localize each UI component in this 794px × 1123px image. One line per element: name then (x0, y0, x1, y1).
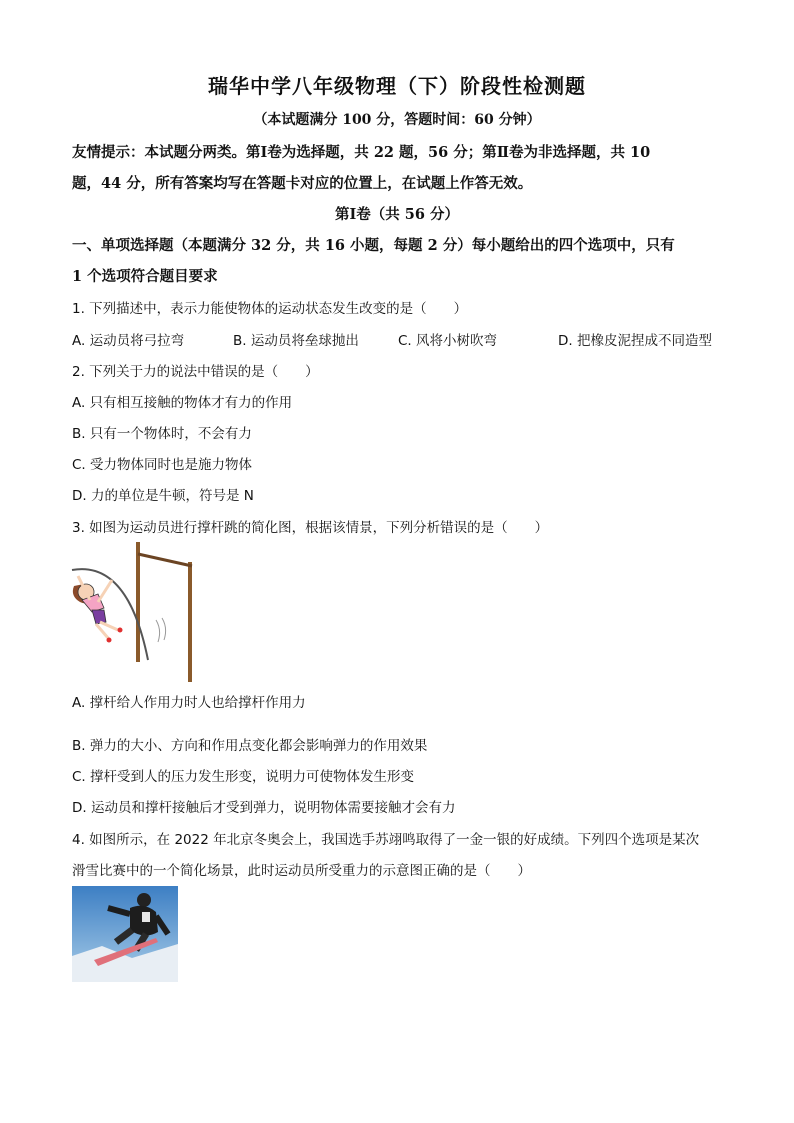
question-1-option-d[interactable]: D. 把橡皮泥捏成不同造型 (558, 333, 712, 349)
question-3-stem: 3. 如图为运动员进行撑杆跳的简化图，根据该情景，下列分析错误的是（ ） (72, 520, 549, 536)
snowboarder-photo (72, 886, 178, 982)
exam-subtitle: （本试题满分 100 分，答题时间：60 分钟） (253, 112, 541, 128)
pole-vault-figure (68, 540, 198, 685)
question-4-stem-line-2: 滑雪比赛中的一个简化场景，此时运动员所受重力的示意图正确的是（ ） (72, 863, 531, 879)
question-3-option-d[interactable]: D. 运动员和撑杆接触后才受到弹力，说明物体需要接触才会有力 (72, 800, 456, 816)
part-heading-line-2: 1 个选项符合题目要求 (72, 268, 218, 285)
question-1-option-a[interactable]: A. 运动员将弓拉弯 (72, 333, 185, 349)
intro-line-2: 题，44 分，所有答案均写在答题卡对应的位置上，在试题上作答无效。 (72, 175, 533, 192)
crossbar (138, 554, 192, 566)
question-4-stem-line-1: 4. 如图所示，在 2022 年北京冬奥会上，我国选手苏翊鸣取得了一金一银的好成绩。下列四个选项是某次 (72, 832, 700, 848)
intro-line-1: 友情提示：本试题分两类。第Ⅰ卷为选择题，共 22 题，56 分；第Ⅱ卷为非选择题，共 10 (72, 144, 651, 161)
question-3-option-c[interactable]: C. 撑杆受到人的压力发生形变，说明力可使物体发生形变 (72, 769, 415, 785)
question-3-option-a[interactable]: A. 撑杆给人作用力时人也给撑杆作用力 (72, 695, 306, 711)
question-2-option-c[interactable]: C. 受力物体同时也是施力物体 (72, 457, 253, 473)
right-upright (188, 562, 192, 682)
question-2-option-b[interactable]: B. 只有一个物体时，不会有力 (72, 426, 252, 442)
part-heading-line-1: 一、单项选择题（本题满分 32 分，共 16 小题，每题 2 分）每小题给出的四个选项中，只有 (72, 237, 675, 254)
exam-title: 瑞华中学八年级物理（下）阶段性检测题 (208, 74, 586, 98)
question-1-option-b[interactable]: B. 运动员将垒球抛出 (233, 333, 359, 349)
question-2-option-a[interactable]: A. 只有相互接触的物体才有力的作用 (72, 395, 293, 411)
question-2-option-d[interactable]: D. 力的单位是牛顿，符号是 N (72, 488, 254, 504)
question-1-stem: 1. 下列描述中，表示力能使物体的运动状态发生改变的是（ ） (72, 301, 468, 317)
question-2-stem: 2. 下列关于力的说法中错误的是（ ） (72, 364, 319, 380)
question-3-option-b[interactable]: B. 弹力的大小、方向和作用点变化都会影响弹力的作用效果 (72, 738, 428, 754)
left-upright (136, 542, 140, 662)
question-1-option-c[interactable]: C. 风将小树吹弯 (398, 333, 498, 349)
section-heading: 第Ⅰ卷（共 56 分） (334, 206, 460, 223)
vaulter (73, 576, 123, 643)
